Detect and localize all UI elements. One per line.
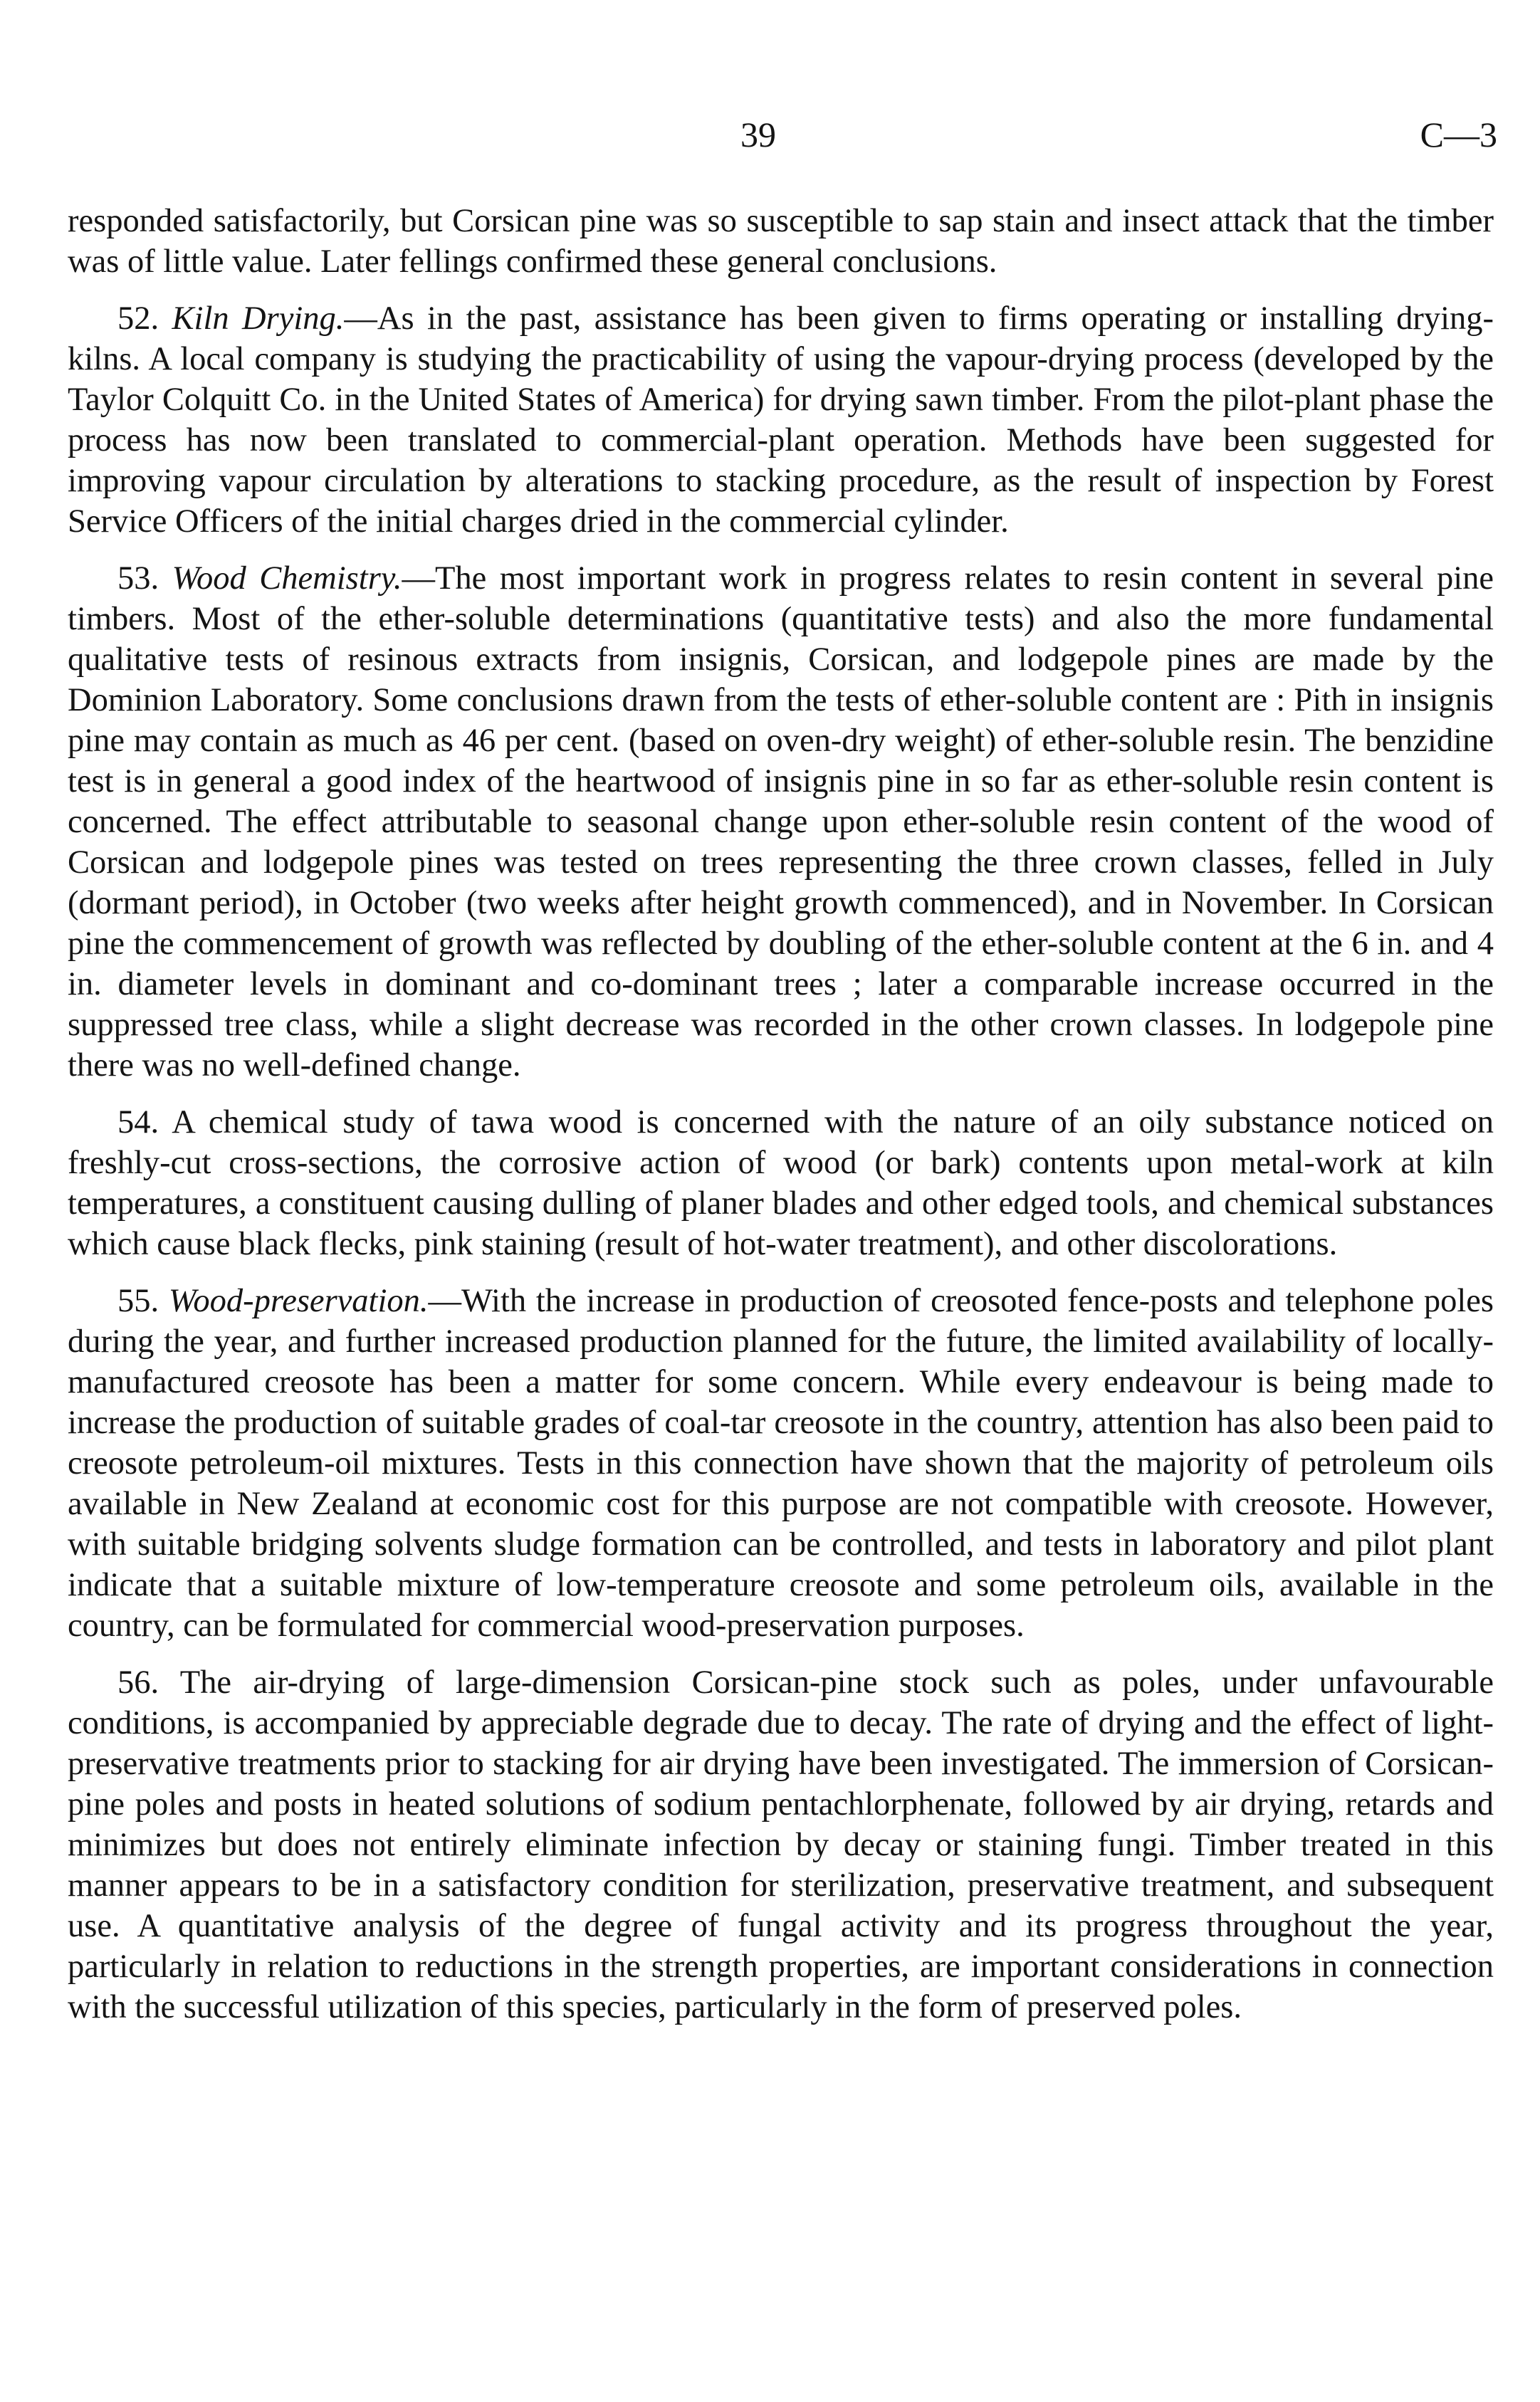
paragraph-text: —The most important work in progress relates to resin content in several pine timbers. Most of the ether-soluble determinations (quantitative tests) and also the more fundamental qualitative tests of resinous extracts from insignis, Corsican, and lodgepole pines are made by the Dominion Laboratory. Some conclusions drawn from the tests of ether-soluble content are : Pith in insignis pine may contain as much as 46 per cent. (based on oven-dry weight) of ether-soluble resin. The benzidine test is in general a good index of the heartwood of insignis pine in so far as ether-soluble resin content is concerned. The effect attributable to seasonal change upon ether-soluble resin content of the wood of Corsican and lodgepole pines was tested on trees representing the three crown classes, felled in July (dormant period), in October (two weeks after height growth commenced), and in November. In Corsican pine the commencement of growth was reflected by doubling of the ether-soluble content at the 6 in. and 4 in. diameter levels in dominant and co-dominant trees ; later a comparable increase occurred in the suppressed tree class, while a slight decrease was recorded in the other crown classes. In lodgepole pine there was no well-defined change. bbox=[68, 560, 1494, 1084]
paragraph-number: 55. bbox=[117, 1283, 169, 1319]
paragraph-text: —As in the past, assistance has been given to firms operating or installing drying-kilns. A local company is studying the practicability of using the vapour-drying process (developed by the Taylor Colquitt Co. in the United States of America) for drying sawn timber. From the pilot-plant phase the process has now been translated to commercial-plant operation. Methods have been suggested for improving vapour circulation by alterations to stacking procedure, as the result of inspection by Forest Service Officers of the initial charges dried in the commercial cylinder. bbox=[68, 300, 1494, 540]
paragraph-wood-preservation bbox=[68, 1281, 1494, 1646]
paragraph-air-drying bbox=[68, 1662, 1494, 2028]
paragraph-wood-chemistry bbox=[68, 558, 1494, 1086]
report-code: C—3 bbox=[1420, 115, 1497, 154]
paragraph-text: —With the increase in production of creosoted fence-posts and telephone poles during the year, and further increased production planned for the future, the limited availability of locally-manufactured creosote has been a matter for some concern. While every endeavour is being made to increase the production of suitable grades of coal-tar creosote in the country, attention has also been paid to creosote petroleum-oil mixtures. Tests in this connection have shown that the majority of petroleum oils available in New Zealand at economic cost for this purpose are not compatible with creosote. However, with suitable bridging solvents sludge formation can be controlled, and tests in laboratory and pilot plant indicate that a suitable mixture of low-temperature creosote and some petroleum oils, available in the country, can be formulated for commercial wood-preservation purposes. bbox=[68, 1283, 1494, 1644]
page-number: 39 bbox=[740, 115, 776, 154]
paragraph-tawa-study bbox=[68, 1102, 1494, 1264]
section-heading: Kiln Drying. bbox=[172, 300, 345, 337]
paragraph-number: 52. bbox=[117, 300, 172, 337]
paragraph-number: 54. bbox=[117, 1104, 172, 1140]
paragraph-number: 56. bbox=[117, 1664, 180, 1701]
paragraph-number: 53. bbox=[117, 560, 172, 597]
paragraph-text: A chemical study of tawa wood is concerned with the nature of an oily substance noticed on freshly-cut cross-sections, the corrosive action of wood (or bark) contents upon metal-work at kiln temperatures, a constituent causing dulling of planer blades and other edged tools, and chemical substances which cause black flecks, pink staining (result of hot-water treatment), and other discolorations. bbox=[68, 1104, 1494, 1262]
paragraph-text: responded satisfactorily, but Corsican pine was so susceptible to sap stain and insect attack that the timber was of little value. Later fellings confirmed these general conclusions. bbox=[68, 203, 1494, 280]
page-header bbox=[0, 114, 1540, 171]
paragraph-kiln-drying bbox=[68, 298, 1494, 542]
section-heading: Wood-preservation. bbox=[168, 1283, 429, 1319]
paragraph-continuation bbox=[68, 201, 1494, 282]
paragraph-text: The air-drying of large-dimension Corsican-pine stock such as poles, under unfavourable conditions, is accompanied by appreciable degrade due to decay. The rate of drying and the effect of light-preservative treatments prior to stacking for air drying have been investigated. The immersion of Corsican-pine poles and posts in heated solutions of sodium pentachlorphenate, followed by air drying, retards and minimizes but does not entirely eliminate infection by decay or staining fungi. Timber treated in this manner appears to be in a satisfactory condition for sterilization, preservative treatment, and subsequent use. A quantitative analysis of the degree of fungal activity and its progress throughout the year, particularly in relation to reductions in the strength properties, are important considerations in connection with the successful utilization of this species, particularly in the form of preserved poles. bbox=[68, 1664, 1494, 2025]
body-text bbox=[68, 201, 1494, 2044]
section-heading: Wood Chemistry. bbox=[172, 560, 402, 597]
